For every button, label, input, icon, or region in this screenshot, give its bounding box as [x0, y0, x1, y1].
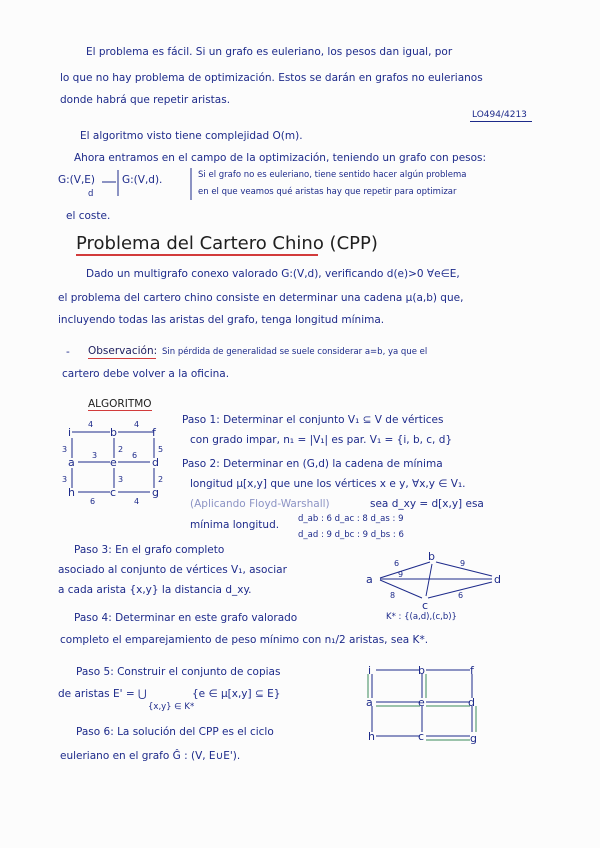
section-title-underline [76, 254, 318, 256]
graph1-node-f: f [152, 426, 156, 439]
paso2-line-b: longitud μ[x,y] que une los vértices x e y, ∀x,y ∈ V₁. [190, 478, 466, 490]
graph1-node-d: d [152, 456, 159, 469]
graph1-node-b: b [110, 426, 117, 439]
notation-right: G:(V,d). [122, 174, 163, 186]
intro-line-6: el coste. [66, 210, 111, 222]
graph1-node-e: e [110, 456, 117, 469]
graph3-node-b: b [418, 664, 425, 677]
algorithm-label: ALGORITMO [88, 398, 152, 410]
graph1-weight: 3 [62, 475, 68, 484]
graph3-node-e: e [418, 696, 425, 709]
intro-line-2: lo que no hay problema de optimización. Estos se darán en grafos no eulerianos [60, 72, 483, 84]
observation-label: Observación: [88, 345, 158, 357]
notation-note-2: en el que veamos qué aristas hay que repetir para optimizar [198, 187, 457, 197]
graph2-node-a: a [366, 573, 373, 586]
graph-1 [58, 412, 168, 512]
intro-line-4: El algoritmo visto tiene complejidad O(m). [80, 130, 303, 142]
graph2-weight: 9 [460, 559, 466, 568]
graph1-weight: 6 [132, 451, 138, 460]
section-para-1: Dado un multigrafo conexo valorado G:(V,d), verificando d(e)>0 ∀e∈E, [86, 268, 460, 280]
graph2-weight: 9 [398, 570, 404, 579]
graph1-node-i: i [68, 426, 72, 439]
observation-underline [88, 358, 156, 359]
observation-text-2: cartero debe volver a la oficina. [62, 368, 230, 380]
graph1-weight: 5 [158, 445, 164, 454]
graph1-weight: 3 [92, 451, 98, 460]
distances-row-1: d_ab : 6 d_ac : 8 d_as : 9 [298, 514, 404, 524]
paso3-line-b: asociado al conjunto de vértices V₁, asociar [58, 564, 287, 576]
intro-line-1: El problema es fácil. Si un grafo es euleriano, los pesos dan igual, por [86, 46, 453, 58]
graph1-weight: 2 [158, 475, 164, 484]
notation-brace [189, 166, 195, 202]
graph1-weight: 4 [134, 420, 140, 429]
graph1-weight: 3 [118, 475, 124, 484]
kstar-matching: K* : {(a,d),(c,b)} [386, 612, 457, 622]
paso3-line-c: a cada arista {x,y} la distancia d_xy. [58, 584, 252, 596]
graph2-node-b: b [428, 550, 435, 563]
paso2-line-c: (Aplicando Floyd-Warshall) [190, 498, 330, 510]
observation-bullet: - [66, 346, 70, 358]
graph1-weight: 4 [134, 497, 140, 506]
graph1-weight: 3 [62, 445, 68, 454]
paso2-line-e: mínima longitud. [190, 519, 280, 531]
paso2-line-d: sea d_xy = d[x,y] esa [370, 498, 484, 510]
notation-note-1: Si el grafo no es euleriano, tiene sentido hacer algún problema [198, 170, 467, 180]
paso5-line-c: {e ∈ μ[x,y] ⊆ E} [192, 688, 281, 700]
notation-d: d [88, 189, 94, 199]
graph2-weight: 8 [390, 591, 396, 600]
graph3-node-i: i [368, 664, 372, 677]
section-para-3: incluyendo todas las aristas del grafo, tenga longitud mínima. [58, 314, 385, 326]
intro-line-5: Ahora entramos en el campo de la optimización, teniendo un grafo con pesos: [74, 152, 487, 164]
graph1-node-h: h [68, 486, 75, 499]
paso6-line-a: Paso 6: La solución del CPP es el ciclo [76, 726, 274, 738]
observation-text-1: Sin pérdida de generalidad se suele considerar a=b, ya que el [162, 347, 428, 357]
graph3-node-d: d [468, 696, 475, 709]
paso1-line-b: con grado impar, n₁ = |V₁| es par. V₁ = {i, b, c, d} [190, 434, 453, 446]
paso4-line-a: Paso 4: Determinar en este grafo valorado [74, 612, 298, 624]
algorithm-underline [88, 410, 152, 411]
graph3-node-h: h [368, 730, 375, 743]
graph3-node-a: a [366, 696, 373, 709]
graph1-node-a: a [68, 456, 75, 469]
paso2-line-a: Paso 2: Determinar en (G,d) la cadena de mínima [182, 458, 443, 470]
graph3-node-g: g [470, 732, 477, 745]
paso4-line-b: completo el emparejamiento de peso mínimo con n₁/2 aristas, sea K*. [60, 634, 429, 646]
graph1-node-c: c [110, 486, 117, 499]
paso5-subscript: {x,y} ∈ K* [148, 702, 195, 712]
graph3-node-f: f [470, 664, 474, 677]
notation-left: G:(V,E) [58, 174, 96, 186]
graph1-weight: 2 [118, 445, 124, 454]
graph1-weight: 6 [90, 497, 96, 506]
course-tag-underline [470, 121, 532, 122]
section-para-2: el problema del cartero chino consiste en determinar una cadena μ(a,b) que, [58, 292, 464, 304]
graph1-weight: 4 [88, 420, 94, 429]
graph2-node-d: d [494, 573, 501, 586]
graph2-node-c: c [422, 599, 429, 612]
paso5-line-a: Paso 5: Construir el conjunto de copias [76, 666, 281, 678]
course-tag: LO494/4213 [472, 110, 527, 120]
paso3-line-a: Paso 3: En el grafo completo [74, 544, 225, 556]
graph1-node-g: g [152, 486, 159, 499]
distances-row-2: d_ad : 9 d_bc : 9 d_bs : 6 [298, 530, 404, 540]
graph-2 [362, 552, 512, 612]
section-title: Problema del Cartero Chino (CPP) [76, 233, 378, 254]
intro-line-3: donde habrá que repetir aristas. [60, 94, 231, 106]
graph3-node-c: c [418, 730, 425, 743]
paso5-line-b: de aristas E' = ⋃ [58, 688, 147, 700]
paso6-line-b: euleriano en el grafo Ĝ : (V, E∪E'). [60, 750, 241, 762]
graph-3 [362, 660, 492, 760]
graph2-weight: 6 [394, 559, 400, 568]
paso1-line-a: Paso 1: Determinar el conjunto V₁ ⊆ V de vértices [182, 414, 444, 426]
graph2-weight: 6 [458, 591, 464, 600]
